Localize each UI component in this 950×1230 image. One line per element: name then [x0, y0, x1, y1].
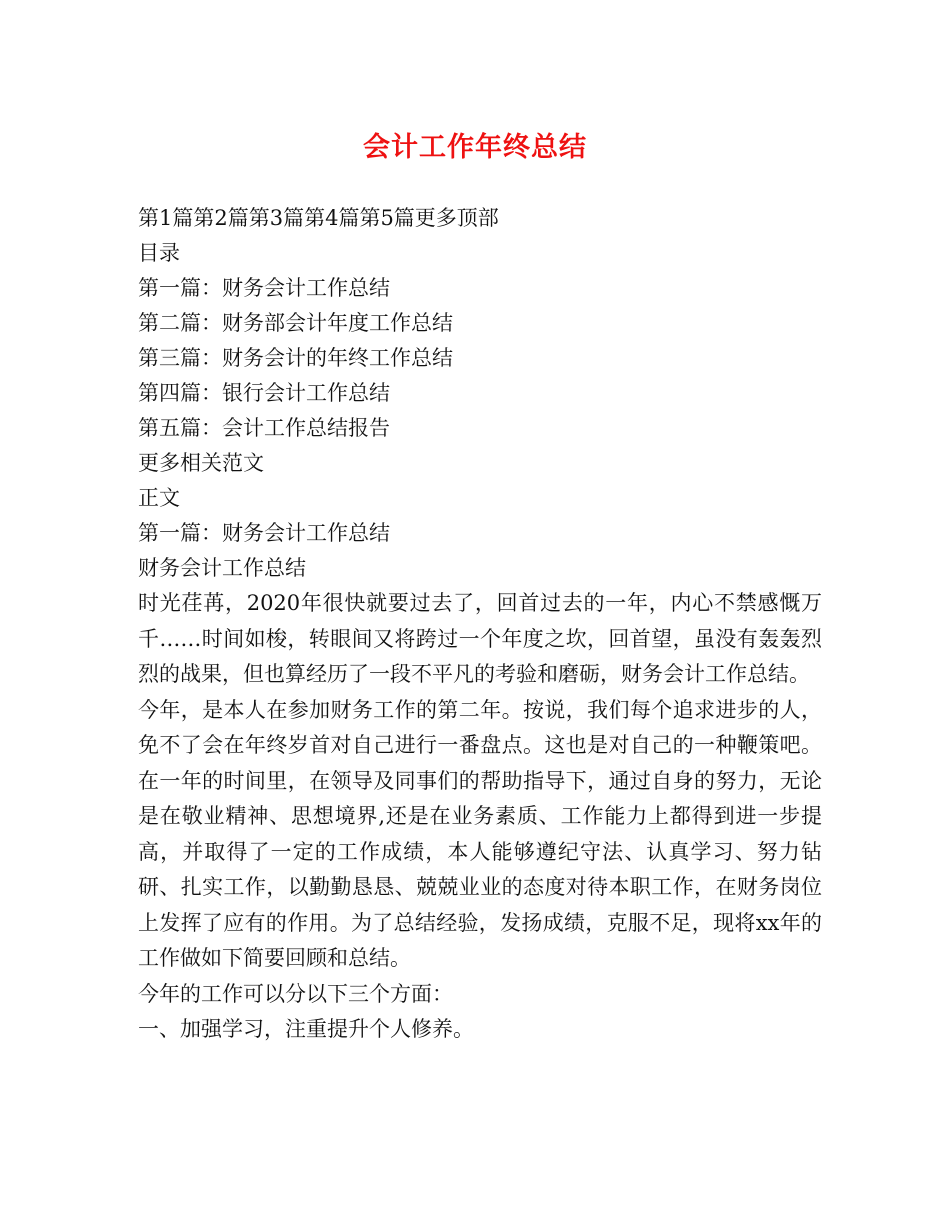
paragraph: 一、加强学习，注重提升个人修养。: [138, 1017, 474, 1041]
nav-links-line: 第1篇第2篇第3篇第4篇第5篇更多顶部: [138, 206, 499, 230]
toc-item: 第三篇：财务会计的年终工作总结: [138, 346, 453, 370]
paragraph: 今年的工作可以分以下三个方面：: [138, 981, 453, 1006]
toc-item: 第一篇：财务会计工作总结: [138, 276, 390, 300]
toc-heading: 目录: [138, 241, 180, 265]
chapter-subtitle: 财务会计工作总结: [138, 556, 306, 580]
more-related-line: 更多相关范文: [138, 451, 264, 475]
toc-item: 第五篇：会计工作总结报告: [138, 416, 390, 440]
paragraph: 今年，是本人在参加财务工作的第二年。按说，我们每个追求进步的人，免不了会在年终岁首对自己进行一番盘点。这也是对自己的一种鞭策吧。在一年的时间里，在领导及同事们的帮助指导下，通过自身的努力，无论是在敬业精神、思想境界,还是在业务素质、工作能力上都得到进一步提高，并取得了一定的工作成绩，本人能够遵纪守法、认真学习、努力钻研、扎实工作，以勤勤恳恳、兢兢业业的态度对待本职工作，在财务岗位上发挥了应有的作用。为了总结经验，发扬成绩，克服不足，现将xx年的工作做如下简要回顾和总结。: [138, 697, 822, 970]
toc-item: 第四篇：银行会计工作总结: [138, 381, 390, 405]
document-title: 会计工作年终总结: [363, 132, 587, 163]
toc-item: 第二篇：财务部会计年度工作总结: [138, 311, 453, 335]
body-heading: 正文: [138, 486, 180, 510]
chapter-heading: 第一篇：财务会计工作总结: [138, 521, 390, 545]
document-body: [138, 201, 828, 1048]
paragraph: 时光荏苒，2020年很快就要过去了，回首过去的一年，内心不禁感慨万千……时间如梭，转眼间又将跨过一个年度之坎，回首望，虽没有轰轰烈烈的战果，但也算经历了一段不平凡的考验和磨砺，财务会计工作总结。: [138, 591, 822, 686]
